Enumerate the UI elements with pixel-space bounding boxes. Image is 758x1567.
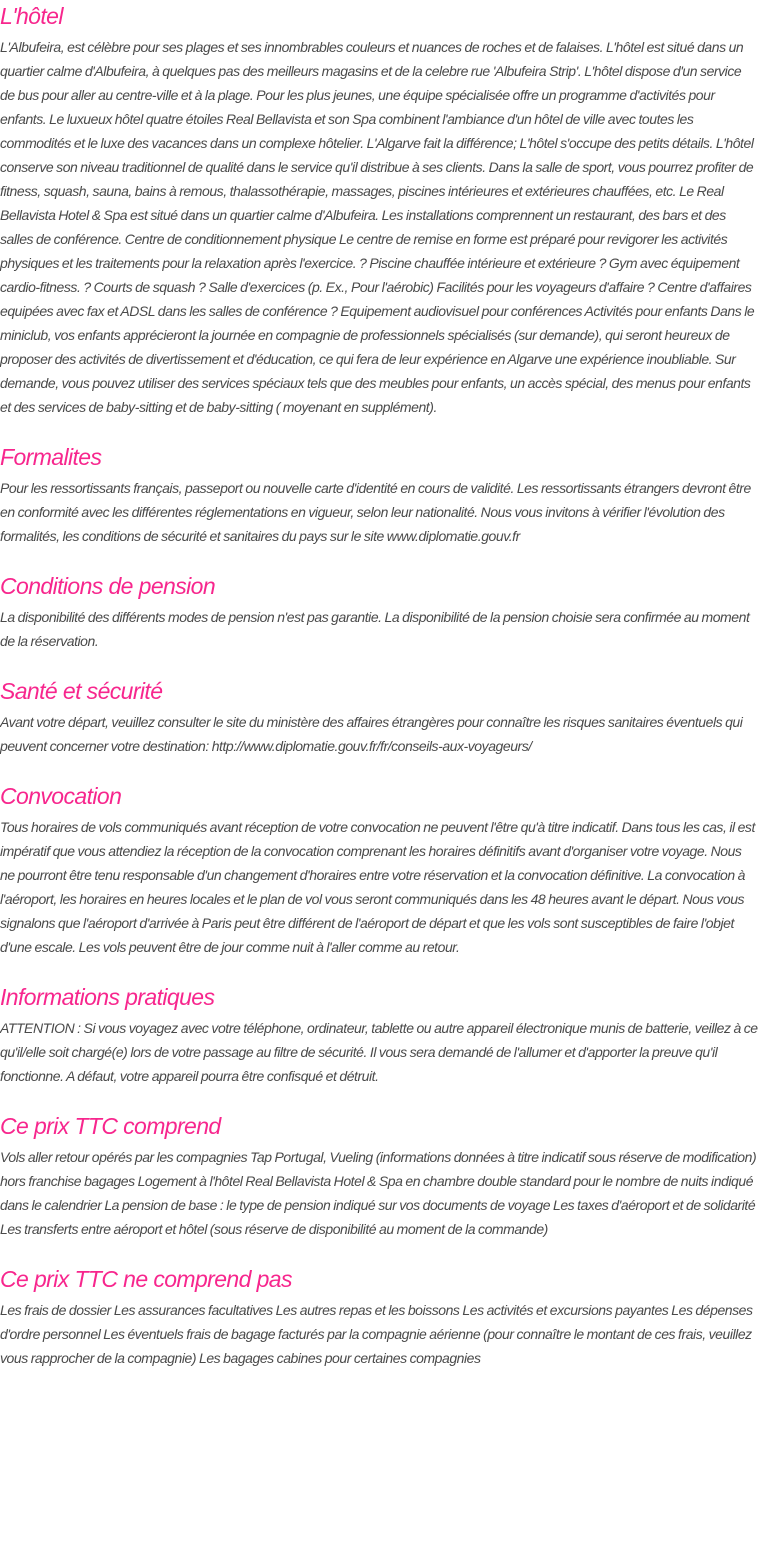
section-title: Convocation — [0, 783, 122, 809]
section-formalites — [0, 441, 758, 548]
section-title: L'hôtel — [0, 3, 63, 29]
section-title: Ce prix TTC comprend — [0, 1113, 221, 1139]
section-sante-et-securite — [0, 675, 758, 758]
section-body: Avant votre départ, veuillez consulter le site du ministère des affaires étrangères pour connaître les risques sanitaires éventuels qui peuvent concerner votre destination: http://www.diplomatie.gouv.fr/fr/conseils-aux-voyageurs/ — [0, 714, 743, 754]
section-title: Conditions de pension — [0, 573, 216, 599]
section-title: Ce prix TTC ne comprend pas — [0, 1266, 292, 1292]
section-conditions-de-pension — [0, 570, 758, 653]
section-body: La disponibilité des différents modes de pension n'est pas garantie. La disponibilité de la pension choisie sera confirmée au moment de la réservation. — [0, 609, 750, 649]
section-prix-comprend — [0, 1110, 758, 1241]
section-prix-ne-comprend-pas — [0, 1263, 758, 1370]
section-hotel — [0, 0, 758, 419]
section-body: ATTENTION : Si vous voyagez avec votre téléphone, ordinateur, tablette ou autre appareil électronique munis de batterie, veillez à ce qu'il/elle soit chargé(e) lors de votre passage au filtre de sécurité. Il vous sera demandé de l'allumer et d'apporter la preuve qu'il fonctionne. A défaut, votre appareil pourra être confisqué et détruit. — [0, 1020, 758, 1084]
section-convocation — [0, 780, 758, 959]
section-body: Vols aller retour opérés par les compagnies Tap Portugal, Vueling (informations données à titre indicatif sous réserve de modification) hors franchise bagages Logement à l'hôtel Real Bellavista Hotel & Spa en chambre double standard pour le nombre de nuits indiqué dans le calendrier La pension de base : le type de pension indiqué sur vos documents de voyage Les taxes d'aéroport et de solidarité Les transferts entre aéroport et hôtel (sous réserve de disponibilité au moment de la commande) — [0, 1149, 757, 1237]
section-title: Santé et sécurité — [0, 678, 163, 704]
section-body: Tous horaires de vols communiqués avant réception de votre convocation ne peuvent l'être qu'à titre indicatif. Dans tous les cas, il est impératif que vous attendiez la réception de la convocation comprenant les horaires définitifs avant d'organiser votre voyage. Nous ne pourront être tenu responsable d'un changement d'horaires entre votre réservation et la convocation définitive. La convocation à l'aéroport, les horaires en heures locales et le plan de vol vous seront communiqués dans les 48 heures avant le départ. Nous vous signalons que l'aéroport d'arrivée à Paris peut être différent de l'aéroport de départ et que les vols sont susceptibles de faire l'objet d'une escale. Les vols peuvent être de jour comme nuit à l'aller comme au retour. — [0, 819, 755, 955]
section-informations-pratiques — [0, 981, 758, 1088]
section-title: Formalites — [0, 444, 102, 470]
section-body: Pour les ressortissants français, passeport ou nouvelle carte d'identité en cours de validité. Les ressortissants étrangers devront être en conformité avec les différentes réglementations en vigueur, selon leur nationalité. Nous vous invitons à vérifier l'évolution des formalités, les conditions de sécurité et sanitaires du pays sur le site www.diplomatie.gouv.fr — [0, 480, 751, 544]
section-body: Les frais de dossier Les assurances facultatives Les autres repas et les boissons Les activités et excursions payantes Les dépenses d'ordre personnel Les éventuels frais de bagage facturés par la compagnie aérienne (pour connaître le montant de ces frais, veuillez vous rapprocher de la compagnie) Les bagages cabines pour certaines compagnies — [0, 1302, 753, 1366]
section-title: Informations pratiques — [0, 984, 215, 1010]
section-body: L'Albufeira, est célèbre pour ses plages et ses innombrables couleurs et nuances de roches et de falaises. L'hôtel est situé dans un quartier calme d'Albufeira, à quelques pas des meilleurs magasins et de la celebre rue 'Albufeira Strip'. L'hôtel dispose d'un service de bus pour aller au centre-ville et à la plage. Pour les plus jeunes, une équipe spécialisée offre un programme d'activités pour enfants. Le luxueux hôtel quatre étoiles Real Bellavista et son Spa combinent l'ambiance d'un hôtel de ville avec toutes les commodités et le luxe des vacances dans un complexe hôtelier. L'Algarve fait la différence; L'hôtel s'occupe des petits détails. L'hôtel conserve son niveau traditionnel de qualité dans le service qu'il distribue à ses clients. Dans la salle de sport, vous pourrez profiter de fitness, squash, sauna, bains à remous, thalassothérapie, massages, piscines intérieures et extérieures chauffées, etc. Le Real Bellavista Hotel & Spa est situé dans un quartier calme d'Albufeira. Les installations comprennent un restaurant, des bars et des salles de conférence. Centre de conditionnement physique Le centre de remise en forme est préparé pour revigorer les activités physiques et les traitements pour la relaxation après l'exercice. ? Piscine chauffée intérieure et extérieure ? Gym avec équipement cardio-fitness. ? Courts de squash ? Salle d'exercices (p. Ex., Pour l'aérobic) Facilités pour les voyageurs d'affaire ? Centre d'affaires equipées avec fax et ADSL dans les salles de conférence ? Equipement audiovisuel pour conférences Activités pour enfants Dans le miniclub, vos enfants apprécieront la journée en compagnie de professionnels spécialisés (sur demande), qui seront heureux de proposer des activités de divertissement et d'éducation, ce qui fera de leur expérience en Algarve une expérience inoubliable. Sur demande, vous pouvez utiliser des services spéciaux tels que des meubles pour enfants, un accès spécial, des menus pour enfants et des services de baby-sitting et de baby-sitting ( moyenant en supplément). — [0, 39, 755, 415]
